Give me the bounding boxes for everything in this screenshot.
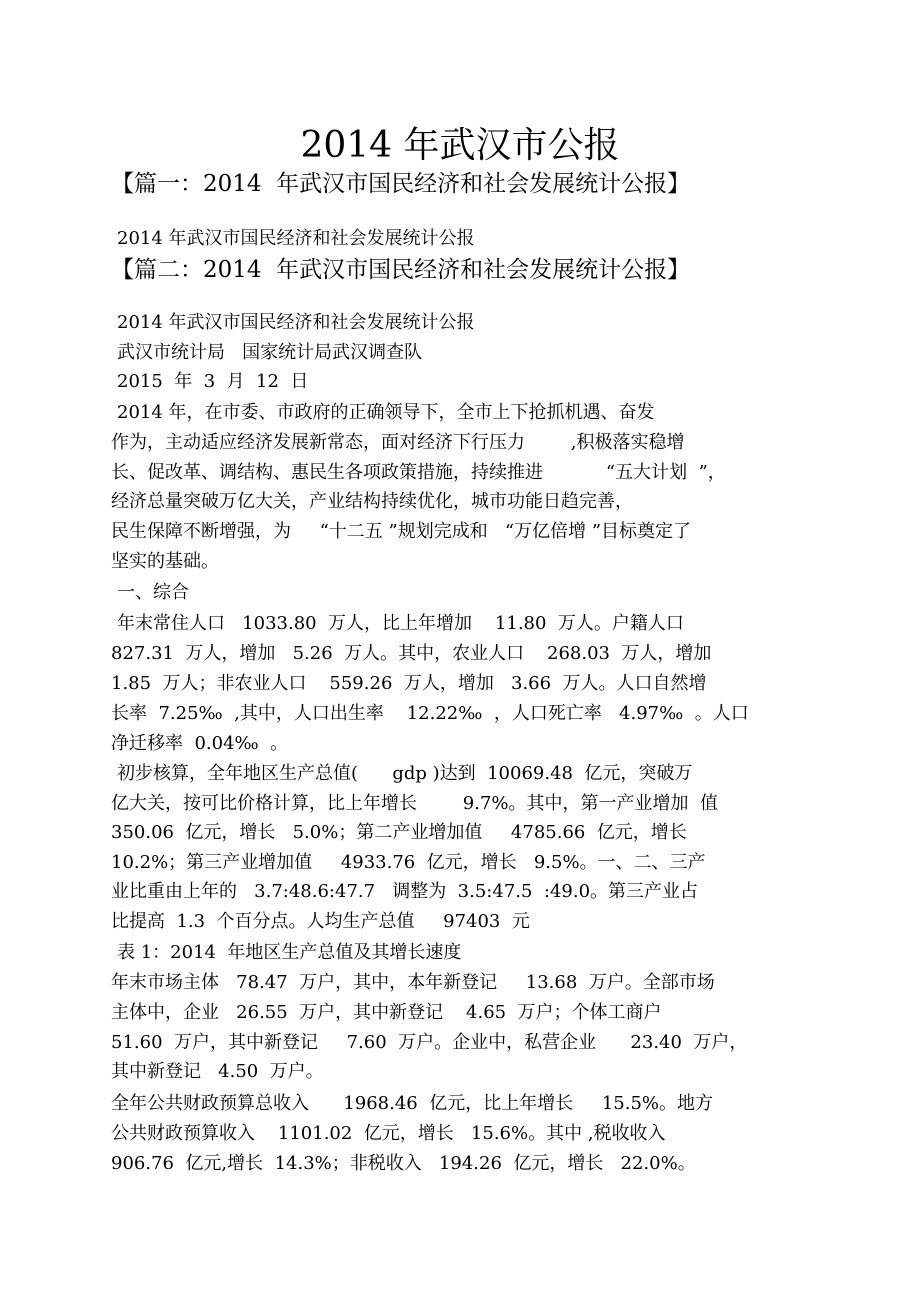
- paragraph-line: 年末常住人口 1033.80 万人，比上年增加 11.80 万人。户籍人口: [117, 613, 684, 634]
- paragraph-line: 主体中，企业 26.55 万户，其中新登记 4.65 万户；个体工商户: [111, 1002, 662, 1023]
- paragraph-line: 10.2%；第三产业增加值 4933.76 亿元，增长 9.5%。一、二、三产: [111, 852, 706, 873]
- paragraph-line: 长、促改革、调结构、惠民生各项政策措施，持续推进 “五大计划 ”，: [111, 462, 726, 483]
- paragraph-line: 2014 年，在市委、市政府的正确领导下，全市上下抢抓机遇、奋发: [117, 402, 655, 423]
- paragraph-line: 公共财政预算收入 1101.02 亿元，增长 15.6%。其中 ,税收收入: [111, 1123, 666, 1144]
- section-heading-part-two: 【篇二：2014 年武汉市国民经济和社会发展统计公报】: [111, 257, 691, 283]
- paragraph-line: 其中新登记 4.50 万户。: [111, 1061, 324, 1082]
- paragraph-line: 比提高 1.3 个百分点。人均生产总值 97403 元: [111, 911, 530, 932]
- section-heading-part-one: 【篇一：2014 年武汉市国民经济和社会发展统计公报】: [111, 171, 691, 197]
- paragraph-line: 51.60 万户，其中新登记 7.60 万户。企业中，私营企业 23.40 万户，: [111, 1032, 748, 1053]
- paragraph-line: 坚实的基础。: [111, 551, 219, 572]
- paragraph-line: 经济总量突破万亿大关，产业结构持续优化，城市功能日趋完善，: [111, 491, 633, 512]
- paragraph-line: 业比重由上年的 3.7:48.6:47.7 调整为 3.5:47.5 :49.0。第三产业占: [111, 881, 699, 902]
- text-line-report-title-a: 2014 年武汉市国民经济和社会发展统计公报: [117, 228, 475, 249]
- paragraph-line: 民生保障不断增强，为 “十二五 ”规划完成和 “万亿倍增 ”目标奠定了: [111, 521, 692, 542]
- paragraph-line: 350.06 亿元，增长 5.0%；第二产业增加值 4785.66 亿元，增长: [111, 822, 687, 843]
- text-line-date: 2015 年 3 月 12 日: [117, 371, 309, 392]
- paragraph-line: 长率 7.25‰ ,其中，人口出生率 12.22‰ ，人口死亡率 4.97‰ 。人口: [111, 703, 749, 724]
- paragraph-line: 全年公共财政预算总收入 1968.46 亿元，比上年增长 15.5%。地方: [111, 1093, 713, 1114]
- paragraph-line: 初步核算，全年地区生产总值( gdp )达到 10069.48 亿元，突破万: [117, 763, 693, 784]
- text-line-report-title-b: 2014 年武汉市国民经济和社会发展统计公报: [117, 312, 475, 333]
- document-title: 2014 年武汉市公报: [300, 125, 620, 166]
- paragraph-line: 作为，主动适应经济发展新常态，面对经济下行压力 ,积极落实稳增: [111, 432, 685, 453]
- paragraph-line: 827.31 万人，增加 5.26 万人。其中，农业人口 268.03 万人，增加: [111, 643, 712, 664]
- paragraph-line: 年末市场主体 78.47 万户，其中，本年新登记 13.68 万户。全部市场: [111, 972, 715, 993]
- text-line-author: 武汉市统计局 国家统计局武汉调查队: [117, 342, 423, 363]
- table-caption: 表 1：2014 年地区生产总值及其增长速度: [117, 942, 462, 963]
- paragraph-line: 净迁移率 0.04‰ 。: [111, 733, 289, 754]
- paragraph-line: 亿大关，按可比价格计算，比上年增长 9.7%。其中，第一产业增加 值: [111, 793, 718, 814]
- paragraph-line: 906.76 亿元,增长 14.3%；非税收入 194.26 亿元，增长 22.0%。: [111, 1153, 696, 1174]
- paragraph-line: 1.85 万人；非农业人口 559.26 万人，增加 3.66 万人。人口自然增: [111, 673, 707, 694]
- section-title-general: 一、综合: [117, 582, 189, 603]
